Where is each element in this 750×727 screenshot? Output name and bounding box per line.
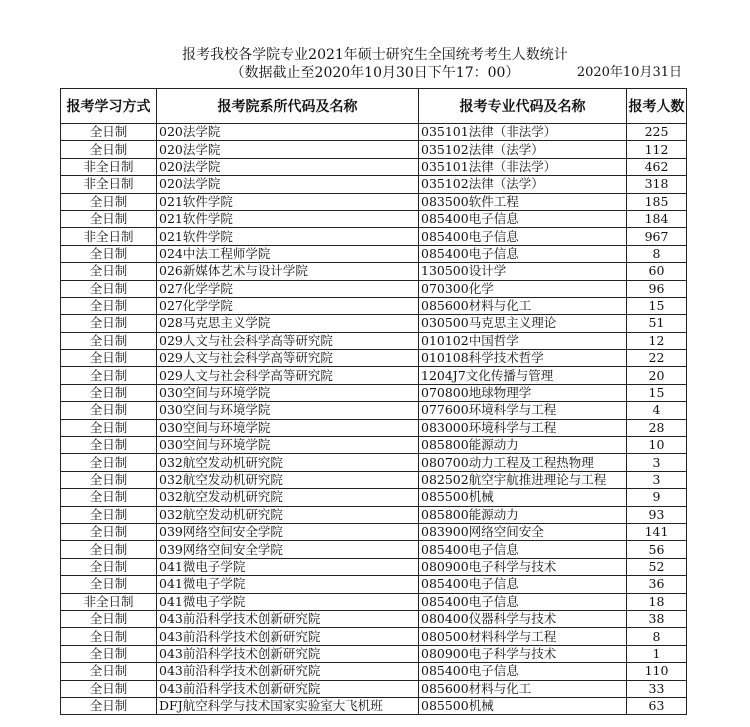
study-mode-cell: 全日制 [61, 628, 157, 645]
applicant-count-cell: 967 [627, 228, 687, 245]
department-cell: 039网络空间安全学院 [157, 541, 419, 558]
major-cell: 085400电子信息 [419, 228, 627, 245]
table-row [61, 610, 687, 627]
table-row [61, 384, 687, 401]
table-row [61, 576, 687, 593]
table-row [61, 228, 687, 245]
applicant-count-cell: 22 [627, 350, 687, 367]
department-cell: 020法学院 [157, 124, 419, 141]
study-mode-cell: 全日制 [61, 297, 157, 314]
applicant-count-cell: 10 [627, 437, 687, 454]
department-cell: 032航空发动机研究院 [157, 506, 419, 523]
study-mode-cell: 非全日制 [61, 176, 157, 193]
major-cell: 085400电子信息 [419, 663, 627, 680]
applicant-count-cell: 3 [627, 471, 687, 488]
applicant-count-cell: 8 [627, 245, 687, 262]
study-mode-cell: 全日制 [61, 680, 157, 697]
study-mode-cell: 全日制 [61, 454, 157, 471]
table-row [61, 558, 687, 575]
study-mode-cell: 全日制 [61, 280, 157, 297]
major-cell: 083500软件工程 [419, 193, 627, 210]
study-mode-cell: 全日制 [61, 419, 157, 436]
department-cell: 021软件学院 [157, 193, 419, 210]
department-cell: 030空间与环境学院 [157, 384, 419, 401]
report-date: 2020年10月31日 [576, 65, 682, 80]
table-row [61, 280, 687, 297]
table-row [61, 141, 687, 158]
department-cell: 032航空发动机研究院 [157, 454, 419, 471]
column-header-study-mode: 报考学习方式 [61, 89, 157, 124]
table-row [61, 541, 687, 558]
department-cell: 032航空发动机研究院 [157, 471, 419, 488]
applicant-count-cell: 56 [627, 541, 687, 558]
table-row [61, 210, 687, 227]
study-mode-cell: 全日制 [61, 610, 157, 627]
table-row [61, 697, 687, 714]
major-cell: 080900电子科学与技术 [419, 645, 627, 662]
table-row [61, 245, 687, 262]
major-cell: 077600环境科学与工程 [419, 402, 627, 419]
applicant-count-cell: 93 [627, 506, 687, 523]
department-cell: 029人文与社会科学高等研究院 [157, 350, 419, 367]
table-row [61, 124, 687, 141]
table-row [61, 263, 687, 280]
study-mode-cell: 全日制 [61, 489, 157, 506]
table-row [61, 523, 687, 540]
applicant-count-cell: 225 [627, 124, 687, 141]
major-cell: 085600材料与化工 [419, 297, 627, 314]
study-mode-cell: 全日制 [61, 402, 157, 419]
department-cell: 041微电子学院 [157, 576, 419, 593]
table-row [61, 628, 687, 645]
table-row [61, 176, 687, 193]
applicant-count-cell: 38 [627, 610, 687, 627]
major-cell: 085400电子信息 [419, 541, 627, 558]
major-cell: 083000环境科学与工程 [419, 419, 627, 436]
major-cell: 085500机械 [419, 697, 627, 714]
table-row [61, 158, 687, 175]
table-row [61, 593, 687, 610]
major-cell: 085400电子信息 [419, 210, 627, 227]
department-cell: 043前沿科学技术创新研究院 [157, 645, 419, 662]
major-cell: 130500设计学 [419, 263, 627, 280]
table-row [61, 471, 687, 488]
major-cell: 080900电子科学与技术 [419, 558, 627, 575]
department-cell: 030空间与环境学院 [157, 419, 419, 436]
department-cell: 024中法工程师学院 [157, 245, 419, 262]
department-cell: 028马克思主义学院 [157, 315, 419, 332]
major-cell: 080400仪器科学与技术 [419, 610, 627, 627]
major-cell: 080500材料科学与工程 [419, 628, 627, 645]
major-cell: 085600材料与化工 [419, 680, 627, 697]
study-mode-cell: 全日制 [61, 193, 157, 210]
applicant-count-cell: 318 [627, 176, 687, 193]
study-mode-cell: 全日制 [61, 576, 157, 593]
study-mode-cell: 全日制 [61, 367, 157, 384]
applicant-count-cell: 20 [627, 367, 687, 384]
table-row [61, 350, 687, 367]
page-subtitle: （数据截止至2020年10月30日下午17：00） [230, 65, 520, 81]
major-cell: 010102中国哲学 [419, 332, 627, 349]
major-cell: 030500马克思主义理论 [419, 315, 627, 332]
applicant-count-cell: 8 [627, 628, 687, 645]
table-row [61, 367, 687, 384]
study-mode-cell: 全日制 [61, 437, 157, 454]
table-row [61, 315, 687, 332]
column-header-department: 报考院系所代码及名称 [157, 89, 419, 124]
major-cell: 085500机械 [419, 489, 627, 506]
department-cell: 030空间与环境学院 [157, 437, 419, 454]
statistics-table [60, 88, 687, 715]
column-header-applicant-count: 报考人数 [627, 89, 687, 124]
major-cell: 035101法律（非法学） [419, 158, 627, 175]
department-cell: 021软件学院 [157, 228, 419, 245]
department-cell: 043前沿科学技术创新研究院 [157, 663, 419, 680]
study-mode-cell: 全日制 [61, 315, 157, 332]
table-row [61, 193, 687, 210]
table-row [61, 680, 687, 697]
applicant-count-cell: 185 [627, 193, 687, 210]
page-title: 报考我校各学院专业2021年硕士研究生全国统考考生人数统计 [182, 47, 568, 63]
applicant-count-cell: 3 [627, 454, 687, 471]
study-mode-cell: 全日制 [61, 141, 157, 158]
table-row [61, 454, 687, 471]
applicant-count-cell: 15 [627, 297, 687, 314]
major-cell: 035101法律（非法学） [419, 124, 627, 141]
table-header [61, 89, 687, 124]
study-mode-cell: 非全日制 [61, 158, 157, 175]
study-mode-cell: 全日制 [61, 210, 157, 227]
major-cell: 082502航空宇航推进理论与工程 [419, 471, 627, 488]
major-cell: 083900网络空间安全 [419, 523, 627, 540]
department-cell: 026新媒体艺术与设计学院 [157, 263, 419, 280]
major-cell: 1204J7文化传播与管理 [419, 367, 627, 384]
table-row [61, 645, 687, 662]
applicant-count-cell: 52 [627, 558, 687, 575]
study-mode-cell: 全日制 [61, 506, 157, 523]
column-header-major: 报考专业代码及名称 [419, 89, 627, 124]
applicant-count-cell: 12 [627, 332, 687, 349]
table-row [61, 297, 687, 314]
applicant-count-cell: 36 [627, 576, 687, 593]
department-cell: 043前沿科学技术创新研究院 [157, 680, 419, 697]
major-cell: 035102法律（法学） [419, 176, 627, 193]
applicant-count-cell: 51 [627, 315, 687, 332]
department-cell: 027化学学院 [157, 297, 419, 314]
table-row [61, 506, 687, 523]
study-mode-cell: 全日制 [61, 350, 157, 367]
department-cell: DFJ航空科学与技术国家实验室大飞机班 [157, 697, 419, 714]
applicant-count-cell: 141 [627, 523, 687, 540]
applicant-count-cell: 28 [627, 419, 687, 436]
applicant-count-cell: 110 [627, 663, 687, 680]
study-mode-cell: 非全日制 [61, 228, 157, 245]
study-mode-cell: 全日制 [61, 245, 157, 262]
department-cell: 043前沿科学技术创新研究院 [157, 628, 419, 645]
study-mode-cell: 全日制 [61, 124, 157, 141]
applicant-count-cell: 4 [627, 402, 687, 419]
department-cell: 043前沿科学技术创新研究院 [157, 610, 419, 627]
study-mode-cell: 全日制 [61, 663, 157, 680]
study-mode-cell: 非全日制 [61, 593, 157, 610]
department-cell: 030空间与环境学院 [157, 402, 419, 419]
department-cell: 032航空发动机研究院 [157, 489, 419, 506]
table-row [61, 419, 687, 436]
study-mode-cell: 全日制 [61, 471, 157, 488]
major-cell: 070800地球物理学 [419, 384, 627, 401]
department-cell: 041微电子学院 [157, 558, 419, 575]
study-mode-cell: 全日制 [61, 263, 157, 280]
department-cell: 021软件学院 [157, 210, 419, 227]
study-mode-cell: 全日制 [61, 384, 157, 401]
applicant-count-cell: 1 [627, 645, 687, 662]
applicant-count-cell: 60 [627, 263, 687, 280]
major-cell: 085800能源动力 [419, 437, 627, 454]
major-cell: 010108科学技术哲学 [419, 350, 627, 367]
study-mode-cell: 全日制 [61, 541, 157, 558]
applicant-count-cell: 33 [627, 680, 687, 697]
applicant-count-cell: 18 [627, 593, 687, 610]
department-cell: 039网络空间安全学院 [157, 523, 419, 540]
applicant-count-cell: 96 [627, 280, 687, 297]
major-cell: 085800能源动力 [419, 506, 627, 523]
applicant-count-cell: 112 [627, 141, 687, 158]
table-row [61, 489, 687, 506]
department-cell: 041微电子学院 [157, 593, 419, 610]
applicant-count-cell: 15 [627, 384, 687, 401]
department-cell: 029人文与社会科学高等研究院 [157, 332, 419, 349]
department-cell: 020法学院 [157, 176, 419, 193]
table-body [61, 124, 687, 715]
applicant-count-cell: 462 [627, 158, 687, 175]
department-cell: 027化学学院 [157, 280, 419, 297]
applicant-count-cell: 184 [627, 210, 687, 227]
study-mode-cell: 全日制 [61, 697, 157, 714]
department-cell: 029人文与社会科学高等研究院 [157, 367, 419, 384]
study-mode-cell: 全日制 [61, 332, 157, 349]
major-cell: 035102法律（法学） [419, 141, 627, 158]
major-cell: 085400电子信息 [419, 593, 627, 610]
major-cell: 085400电子信息 [419, 576, 627, 593]
table-row [61, 402, 687, 419]
table-row [61, 663, 687, 680]
department-cell: 020法学院 [157, 141, 419, 158]
applicant-count-cell: 63 [627, 697, 687, 714]
department-cell: 020法学院 [157, 158, 419, 175]
applicant-count-cell: 9 [627, 489, 687, 506]
study-mode-cell: 全日制 [61, 645, 157, 662]
major-cell: 080700动力工程及工程热物理 [419, 454, 627, 471]
study-mode-cell: 全日制 [61, 558, 157, 575]
major-cell: 085400电子信息 [419, 245, 627, 262]
table-row [61, 332, 687, 349]
study-mode-cell: 全日制 [61, 523, 157, 540]
major-cell: 070300化学 [419, 280, 627, 297]
table-row [61, 437, 687, 454]
